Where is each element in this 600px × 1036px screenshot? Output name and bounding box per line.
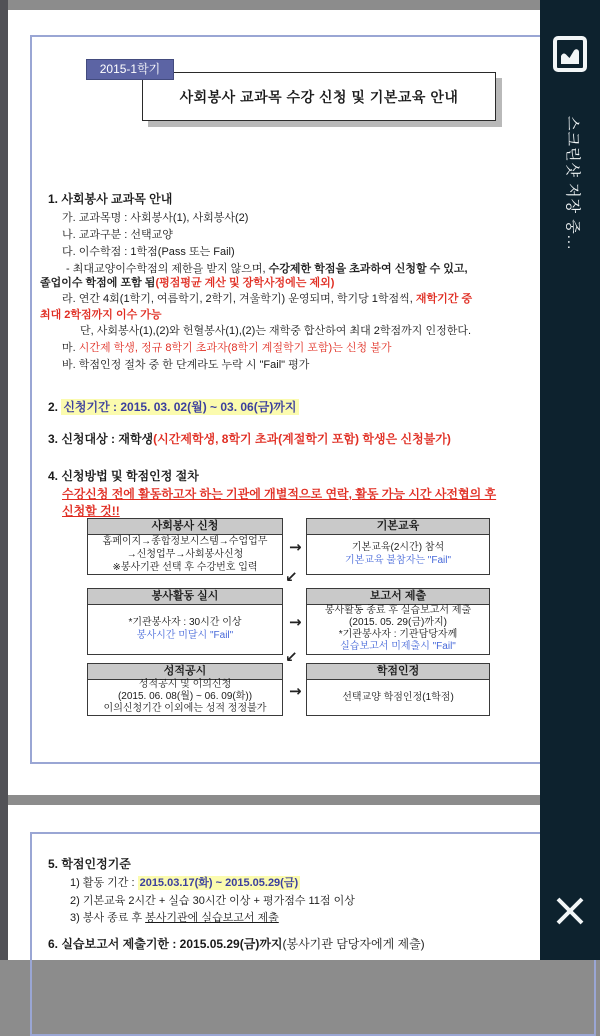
notice-title: 사회봉사 교과목 수강 신청 및 기본교육 안내 <box>179 88 459 105</box>
section1-item-ra: 라. 연간 4회(1학기, 여름학기, 2학기, 겨울학기) 운영되며, 학기당 1학점씩, 재학기간 중 <box>62 293 473 305</box>
semester-badge: 2015-1학기 <box>86 59 174 80</box>
section1-item-grad: 졸업이수 학점에 포함 됨(평점평균 계산 및 장학사정에는 제외) <box>40 277 335 289</box>
arrow-down-left-icon: ↙ <box>285 568 298 586</box>
section4-warning-2: 신청할 것!! <box>62 504 120 518</box>
notice-title-box <box>142 72 496 121</box>
section1-item-ma: 마. 시간제 학생, 정규 8학기 초과자(8학기 계절학기 포함)는 신청 불가 <box>62 342 392 354</box>
section1-item-ga: 가. 교과목명 : 사회봉사(1), 사회봉사(2) <box>62 212 249 224</box>
section5-item-2: 2) 기본교육 2시간 + 실습 30시간 이상 + 평가점수 11점 이상 <box>70 895 355 907</box>
section5-heading: 5. 학점인정기준 <box>48 857 131 871</box>
flow-step-grade-announce: 성적공시 성적공시 및 이의신청 (2015. 06. 08(월) ~ 06. 09(화)) 이의신청기간 이외에는 성적 정정불가 <box>87 663 283 716</box>
section1-item-dash: - 최대교양이수학점의 제한을 받지 않으며, 수강제한 학점을 초과하여 신청할 수 있고, <box>66 263 468 275</box>
section3-target: 3. 신청대상 : 재학생(시간제학생, 8학기 초과(계절학기 포함) 학생은 신청불가) <box>48 432 451 446</box>
section5-item-1: 1) 활동 기간 : 2015.03.17(화) ~ 2015.05.29(금) <box>70 877 299 889</box>
section4-warning-1: 수강신청 전에 활동하고자 하는 기관에 개별적으로 연락, 활동 가능 시간 사전협의 후 <box>62 487 497 501</box>
flow-step-apply: 사회봉사 신청 홈페이지→종합정보시스템→수업업무 →신청업무→사회봉사신청 ※봉사기관 선택 후 수강번호 입력 <box>87 518 283 575</box>
section1-item-na: 나. 교과구분 : 선택교양 <box>62 229 173 241</box>
flow-step-report-submit: 보고서 제출 봉사활동 종료 후 실습보고서 제출 (2015. 05. 29(금)까지) *기관봉사자 : 기관담당자께 실습보고서 미제출시 "Fail" <box>306 588 490 655</box>
section4-heading: 4. 신청방법 및 학점인정 절차 <box>48 469 199 483</box>
flow-step-basic-education: 기본교육 기본교육(2시간) 참석 기본교육 불참자는 "Fail" <box>306 518 490 575</box>
section5-item-3: 3) 봉사 종료 후 봉사기관에 실습보고서 제출 <box>70 912 279 924</box>
section6-deadline: 6. 실습보고서 제출기한 : 2015.05.29(금)까지(봉사기관 담당자에게 제출) <box>48 937 425 951</box>
close-icon[interactable] <box>552 893 588 934</box>
arrow-right-icon: → <box>289 538 302 556</box>
section1-heading: 1. 사회봉사 교과목 안내 <box>48 192 173 206</box>
section1-item-ra-cont: 최대 2학점까지 이수 가능 <box>40 309 162 321</box>
section1-item-ba: 바. 학점인정 절차 중 한 단계라도 누락 시 "Fail" 평가 <box>62 359 310 371</box>
document-page-1 <box>8 10 600 795</box>
section1-item-dan: 단, 사회봉사(1),(2)와 헌혈봉사(1),(2)는 재학중 합산하여 최대 2학점까지 인정한다. <box>80 325 472 337</box>
arrow-right-icon: → <box>289 613 302 631</box>
saving-status-text: 스크린샷 저장 중... <box>564 116 581 251</box>
arrow-down-left-icon: ↙ <box>285 648 298 666</box>
arrow-right-icon: → <box>289 682 302 700</box>
flow-step-volunteer-activity: 봉사활동 실시 *기관봉사자 : 30시간 이상 봉사시간 미달시 "Fail" <box>87 588 283 655</box>
document-page-2 <box>8 805 600 960</box>
left-edge-strip <box>0 0 8 960</box>
section2-period: 2. 신청기간 : 2015. 03. 02(월) ~ 03. 06(금)까지 <box>48 400 297 414</box>
image-icon <box>553 36 587 77</box>
section1-item-da: 다. 이수학점 : 1학점(Pass 또는 Fail) <box>62 246 235 258</box>
flow-step-credit-approval: 학점인정 선택교양 학점인정(1학점) <box>306 663 490 716</box>
